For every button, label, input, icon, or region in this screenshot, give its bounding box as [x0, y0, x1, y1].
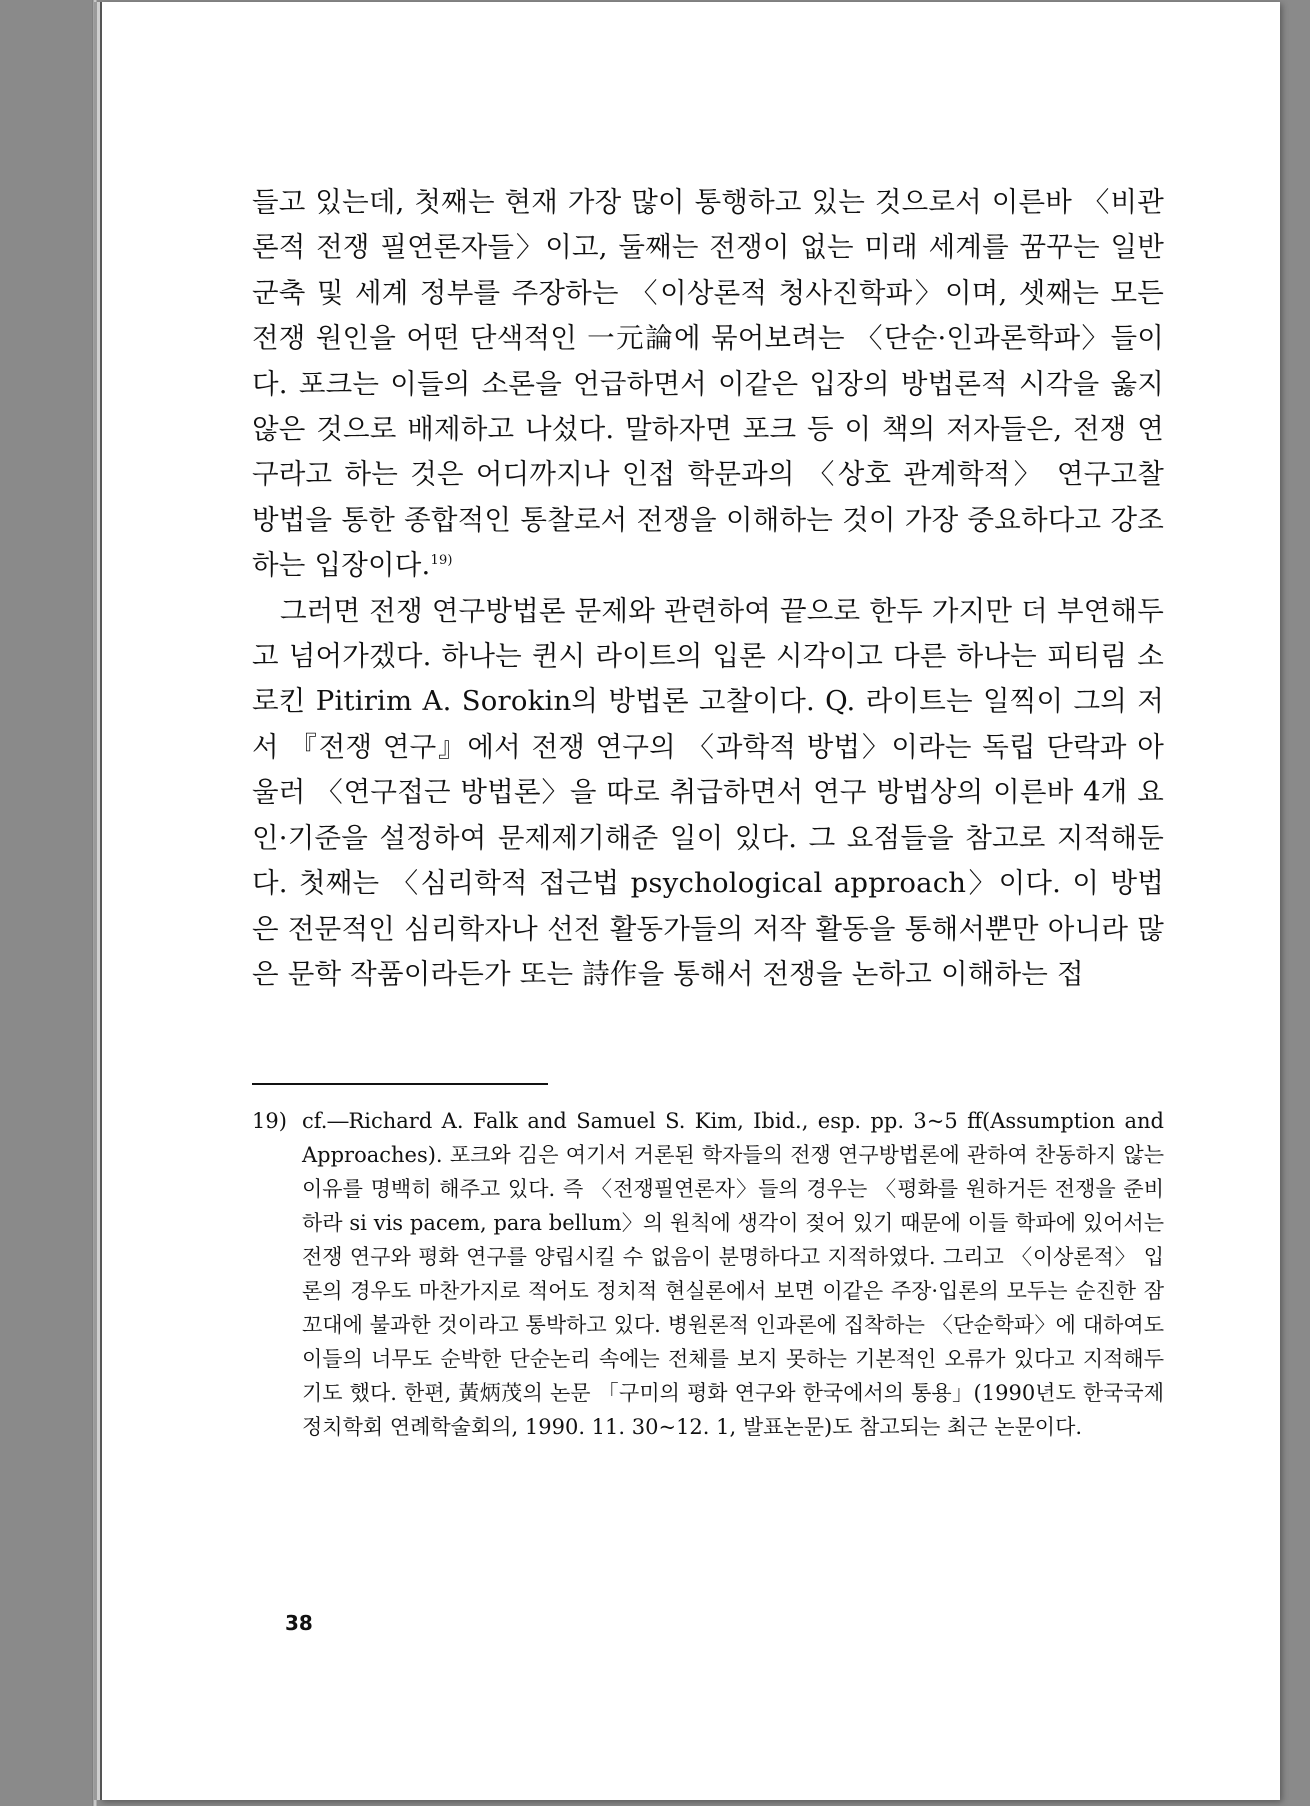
footnote-divider — [252, 1083, 548, 1085]
page-number: 38 — [285, 1611, 313, 1635]
footnote-number: 19) — [252, 1109, 287, 1133]
footnote-reference: 19) — [430, 553, 453, 569]
paragraph-text: 들고 있는데, 첫째는 현재 가장 많이 통행하고 있는 것으로서 이른바 〈비관론적 전쟁 필연론자들〉이고, 둘째는 전쟁이 없는 미래 세계를 꿈꾸는 일반 군축 및 세계 정부를 주장하는 〈이상론적 청사진학파〉이며, 셋째는 모든 전쟁 원인을 어떤 단색적인 一元論에 묶어보려는 〈단순·인과론학파〉들이다. 포크는 이들의 소론을 언급하면서 이같은 입장의 방법론적 시각을 옳지 않은 것으로 배제하고 나섰다. 말하자면 포크 등 이 책의 저자들은, 전쟁 연구라고 하는 것은 어디까지나 인접 학문과의 〈상호 관계학적〉 연구고찰 방법을 통한 종합적인 통찰로서 전쟁을 이해하는 것이 가장 중요하다고 강조하는 입장이다. — [252, 186, 1164, 582]
paragraph: 그러면 전쟁 연구방법론 문제와 관련하여 끝으로 한두 가지만 더 부연해두고 넘어가겠다. 하나는 퀸시 라이트의 입론 시각이고 다른 하나는 피티림 소로킨 Pitirim A. Sorokin의 방법론 고찰이다. Q. 라이트는 일찍이 그의 저서 『전쟁 연구』에서 전쟁 연구의 〈과학적 방법〉이라는 독립 단락과 아울러 〈연구접근 방법론〉을 따로 취급하면서 연구 방법상의 이른바 4개 요인·기준을 설정하여 문제제기해준 일이 있다. 그 요점들을 참고로 지적해둔다. 첫째는 〈심리학적 접근법 psychological approach〉이다. 이 방법은 전문적인 심리학자나 선전 활동가들의 저작 활동을 통해서뿐만 아니라 많은 문학 작품이라든가 또는 詩作을 통해서 전쟁을 논하고 이해하는 접 — [252, 594, 1164, 990]
book-spine-edge — [92, 0, 98, 1806]
footnote — [252, 1104, 1164, 1444]
paragraph — [252, 180, 1164, 589]
footnote-text: cf.―Richard A. Falk and Samuel S. Kim, Ibid., esp. pp. 3~5 ff(Assumption and Approaches). 포크와 김은 여기서 거론된 학자들의 전쟁 연구방법론에 관하여 찬동하지 않는 이유를 명백히 해주고 있다. 즉 〈전쟁필연론자〉들의 경우는 〈평화를 원하거든 전쟁을 준비하라 si vis pacem, para bellum〉의 원칙에 생각이 젖어 있기 때문에 이들 학파에 있어서는 전쟁 연구와 평화 연구를 양립시킬 수 없음이 분명하다고 지적하였다. 그리고 〈이상론적〉 입론의 경우도 마찬가지로 적어도 정치적 현실론에서 보면 이같은 주장·입론의 모두는 순진한 잠꼬대에 불과한 것이라고 통박하고 있다. 병원론적 인과론에 집착하는 〈단순학파〉에 대하여도 이들의 너무도 순박한 단순논리 속에는 전체를 보지 못하는 기본적인 오류가 있다고 지적해두기도 했다. 한편, 黃炳茂의 논문 「구미의 평화 연구와 한국에서의 통용」(1990년도 한국국제정치학회 연례학술회의, 1990. 11. 30~12. 1, 발표논문)도 참고되는 최근 논문이다. — [302, 1109, 1164, 1439]
body-text — [252, 180, 1164, 997]
book-page — [100, 2, 1280, 1800]
